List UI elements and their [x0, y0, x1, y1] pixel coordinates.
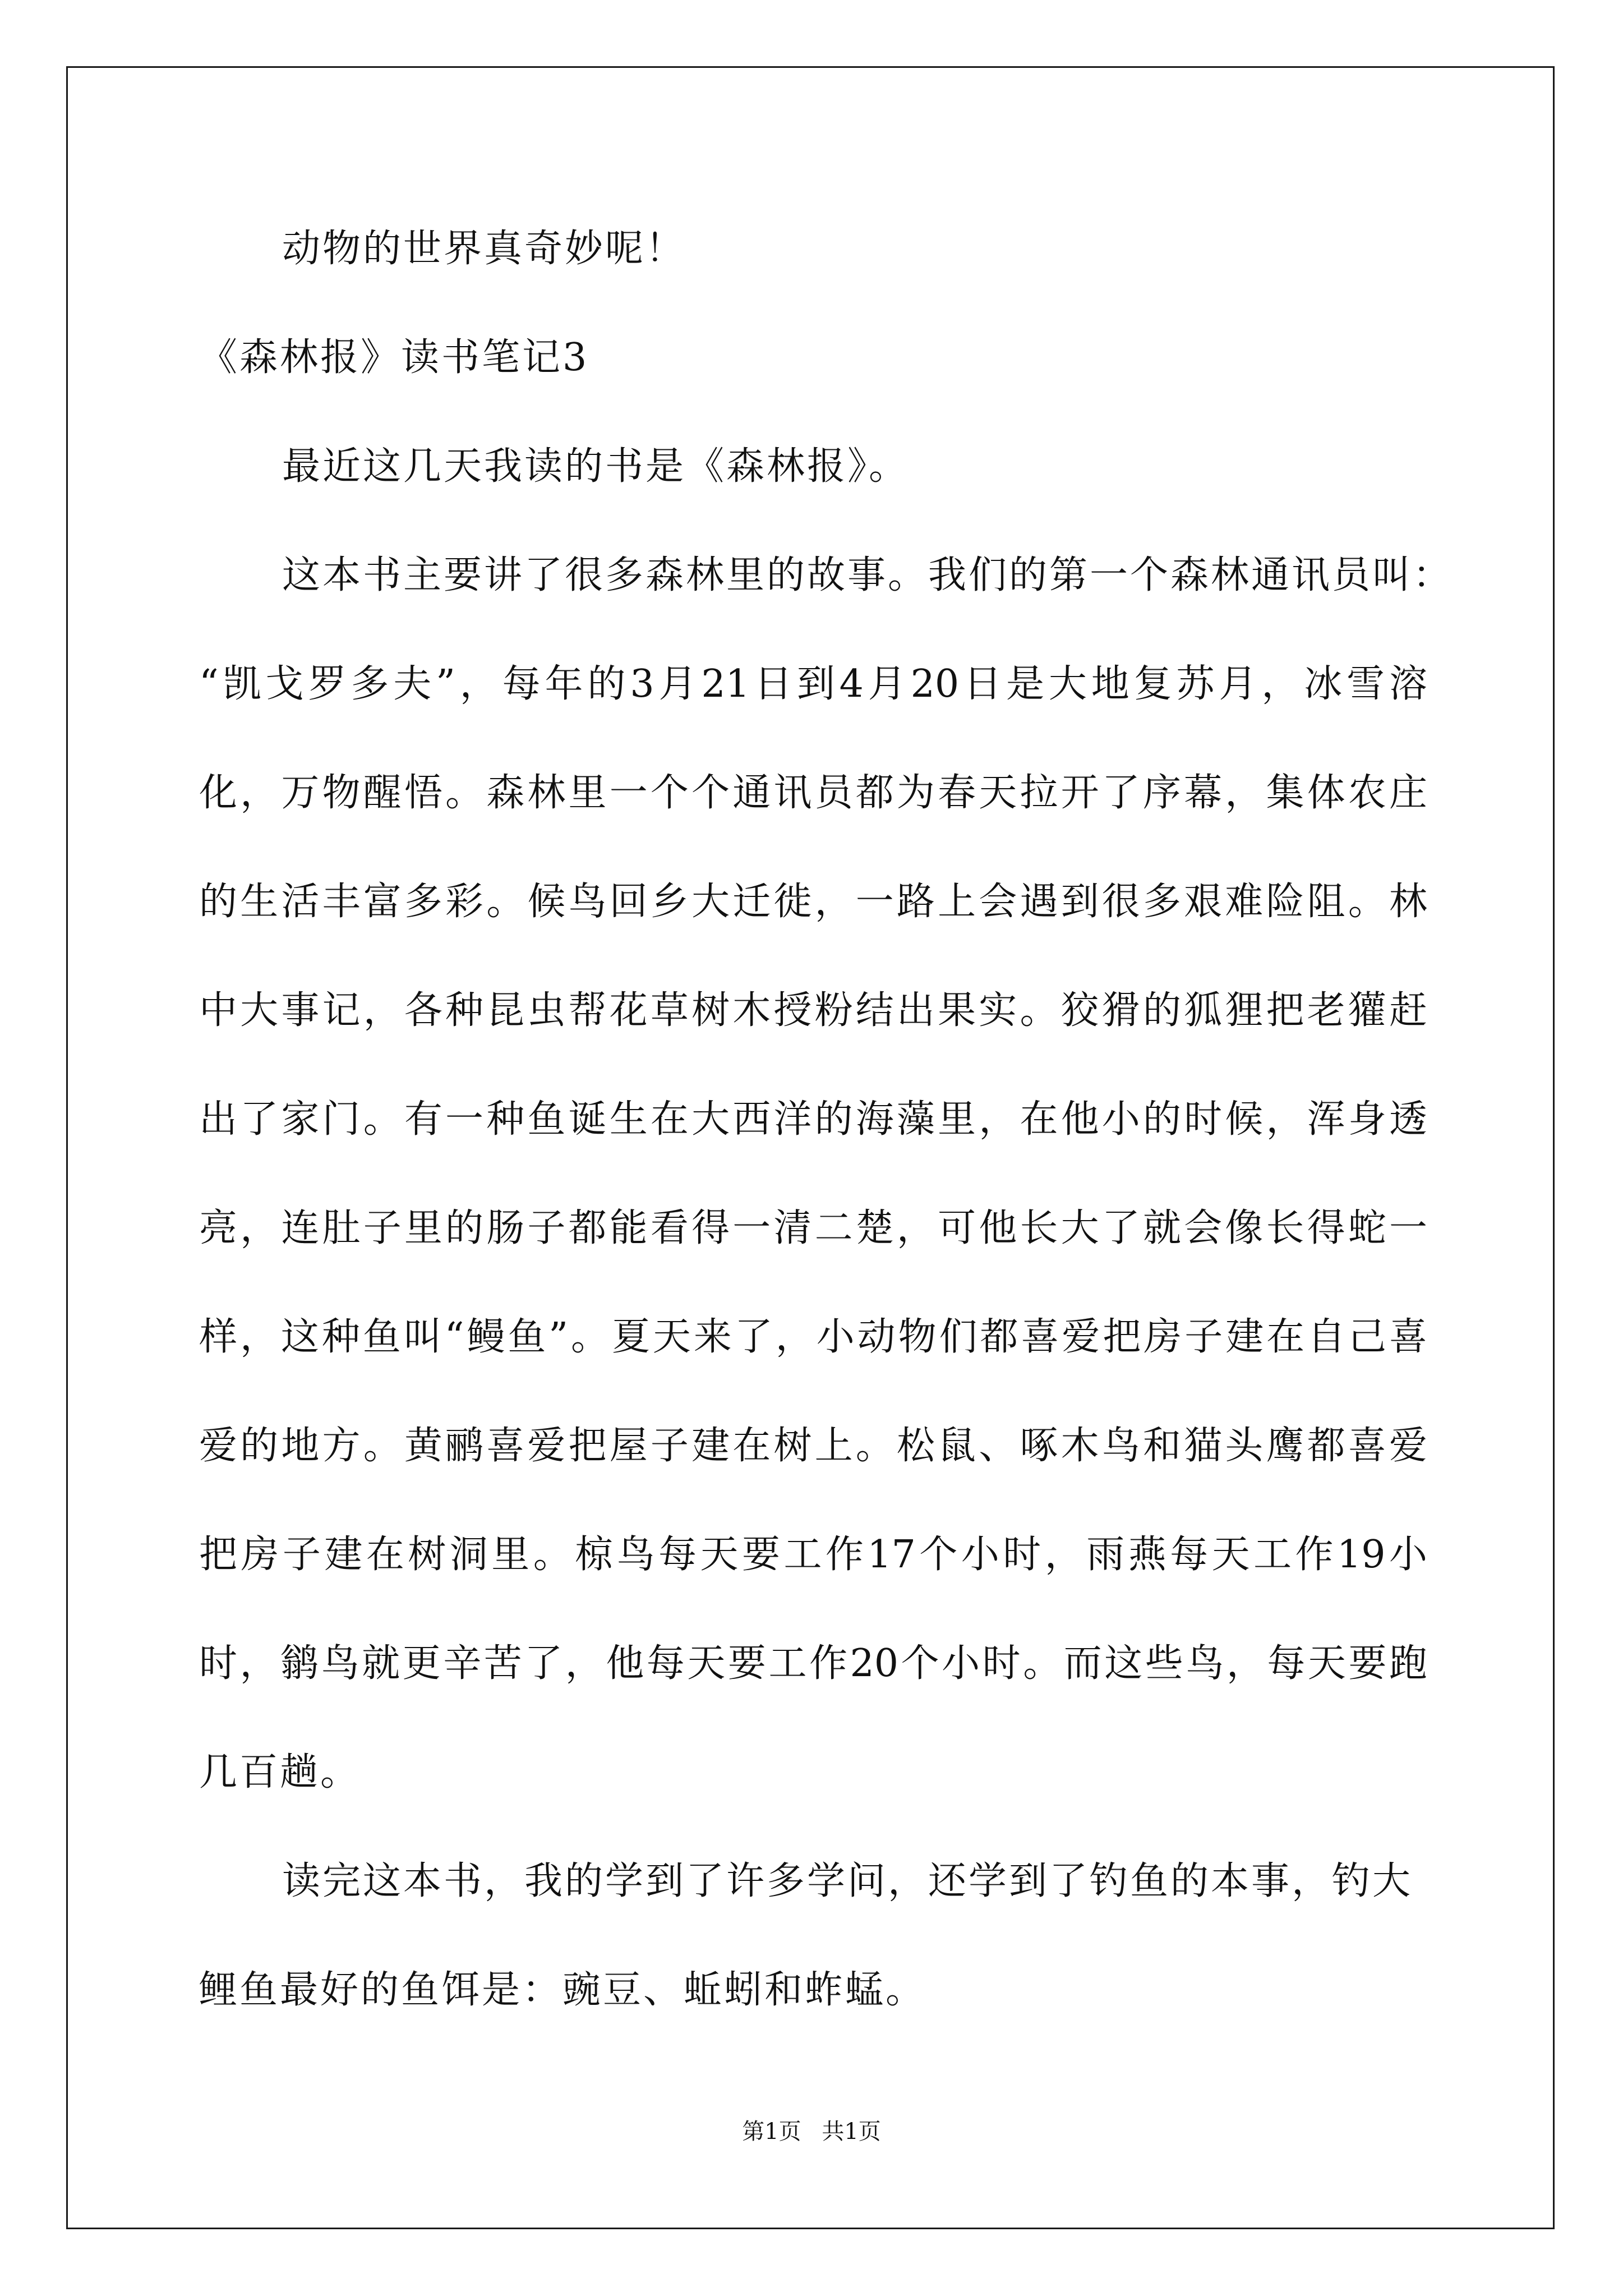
page-border: [66, 66, 1555, 2229]
text-line: 的生活丰富多彩。候鸟回乡大迁徙，一路上会遇到很多艰难险阻。林: [199, 880, 1427, 924]
text-line: 样，这种鱼叫“鳗鱼”。夏天来了，小动物们都喜爱把房子建在自己喜: [199, 1315, 1427, 1359]
text-line: 几百趟。: [199, 1750, 361, 1795]
section-heading: 《森林报》读书笔记3: [199, 335, 589, 380]
text-line: 化，万物醒悟。森林里一个个通讯员都为春天拉开了序幕，集体农庄: [199, 771, 1427, 815]
text-line: 中大事记，各种昆虫帮花草树木授粉结出果实。狡猾的狐狸把老獾赶: [199, 988, 1427, 1033]
text-line: 最近这几天我读的书是《森林报》。: [282, 444, 910, 489]
text-line: 出了家门。有一种鱼诞生在大西洋的海藻里，在他小的时候，浑身透: [199, 1097, 1427, 1142]
text-line: 动物的世界真奇妙呢！: [282, 227, 686, 271]
text-line: 鲤鱼最好的鱼饵是：豌豆、蚯蚓和蚱蜢。: [199, 1968, 926, 2012]
page-total: 共1页: [822, 2119, 881, 2145]
text-line: 时，鹟鸟就更辛苦了，他每天要工作20个小时。而这些鸟，每天要跑: [199, 1641, 1427, 1686]
text-line: 把房子建在树洞里。椋鸟每天要工作17个小时，雨燕每天工作19小: [199, 1533, 1427, 1577]
text-line: 亮，连肚子里的肠子都能看得一清二楚，可他长大了就会像长得蛇一: [199, 1206, 1427, 1250]
text-line: “凯戈罗多夫”，每年的3月21日到4月20日是大地复苏月，冰雪溶: [199, 662, 1427, 706]
page-number: 第1页: [742, 2119, 801, 2145]
text-line: 爱的地方。黄鹂喜爱把屋子建在树上。松鼠、啄木鸟和猫头鹰都喜爱: [199, 1424, 1427, 1468]
text-line: 读完这本书，我的学到了许多学问，还学到了钓鱼的本事，钓大: [282, 1859, 1413, 1903]
text-line: 这本书主要讲了很多森林里的故事。我们的第一个森林通讯员叫：: [282, 553, 1454, 597]
page-footer: [0, 2120, 1623, 2143]
